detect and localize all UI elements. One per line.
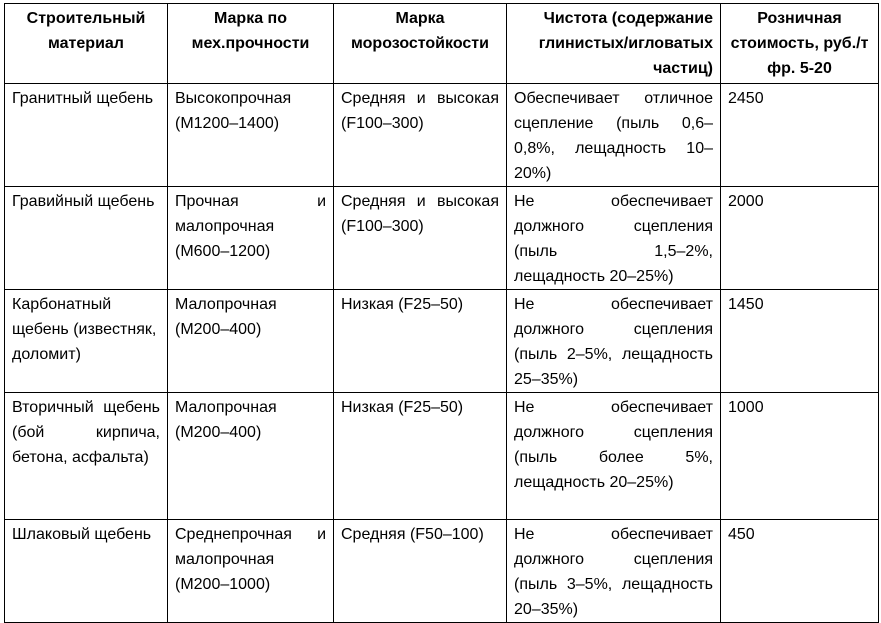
header-purity: Чистота (содержание глинистых/игловатых частиц) xyxy=(507,4,721,84)
cell-frost: Средняя (F50–100) xyxy=(334,520,507,623)
cell-strength: Малопрочная (М200–400) xyxy=(168,393,334,520)
cell-price: 1450 xyxy=(721,290,879,393)
cell-material: Карбонатный щебень (известняк, доломит) xyxy=(5,290,168,393)
header-price: Розничная стоимость, руб./т фр. 5-20 xyxy=(721,4,879,84)
document-page xyxy=(4,3,879,623)
cell-purity: Не обеспечивает должного сцепления (пыль 3–5%, лещадность 20–35%) xyxy=(507,520,721,623)
cell-purity: Не обеспечивает должного сцепления (пыль более 5%, лещадность 20–25%) xyxy=(507,393,721,520)
cell-price: 2450 xyxy=(721,84,879,187)
header-strength: Марка по мех.прочности xyxy=(168,4,334,84)
cell-material: Вторичный щебень (бой кирпича, бетона, асфальта) xyxy=(5,393,168,520)
table-row xyxy=(5,393,879,520)
cell-material: Гравийный щебень xyxy=(5,187,168,290)
cell-strength: Высокопрочная (М1200–1400) xyxy=(168,84,334,187)
header-frost: Марка морозостойкости xyxy=(334,4,507,84)
table-row xyxy=(5,290,879,393)
cell-price: 450 xyxy=(721,520,879,623)
table-row xyxy=(5,187,879,290)
materials-comparison-table xyxy=(4,3,879,623)
cell-frost: Средняя и высокая (F100–300) xyxy=(334,187,507,290)
cell-strength: Прочная и малопрочная (М600–1200) xyxy=(168,187,334,290)
cell-frost: Низкая (F25–50) xyxy=(334,393,507,520)
cell-purity: Не обеспечивает должного сцепления (пыль 2–5%, лещадность 25–35%) xyxy=(507,290,721,393)
table-header-row xyxy=(5,4,879,84)
cell-frost: Средняя и высокая (F100–300) xyxy=(334,84,507,187)
cell-price: 1000 xyxy=(721,393,879,520)
cell-material: Гранитный щебень xyxy=(5,84,168,187)
cell-purity: Не обеспечивает должного сцепления (пыль 1,5–2%, лещадность 20–25%) xyxy=(507,187,721,290)
cell-purity: Обеспечивает отличное сцепление (пыль 0,6–0,8%, лещадность 10–20%) xyxy=(507,84,721,187)
table-row xyxy=(5,84,879,187)
cell-strength: Малопрочная (М200–400) xyxy=(168,290,334,393)
cell-frost: Низкая (F25–50) xyxy=(334,290,507,393)
header-material: Строительный материал xyxy=(5,4,168,84)
table-row xyxy=(5,520,879,623)
cell-material: Шлаковый щебень xyxy=(5,520,168,623)
cell-price: 2000 xyxy=(721,187,879,290)
cell-strength: Среднепрочная и малопрочная (М200–1000) xyxy=(168,520,334,623)
